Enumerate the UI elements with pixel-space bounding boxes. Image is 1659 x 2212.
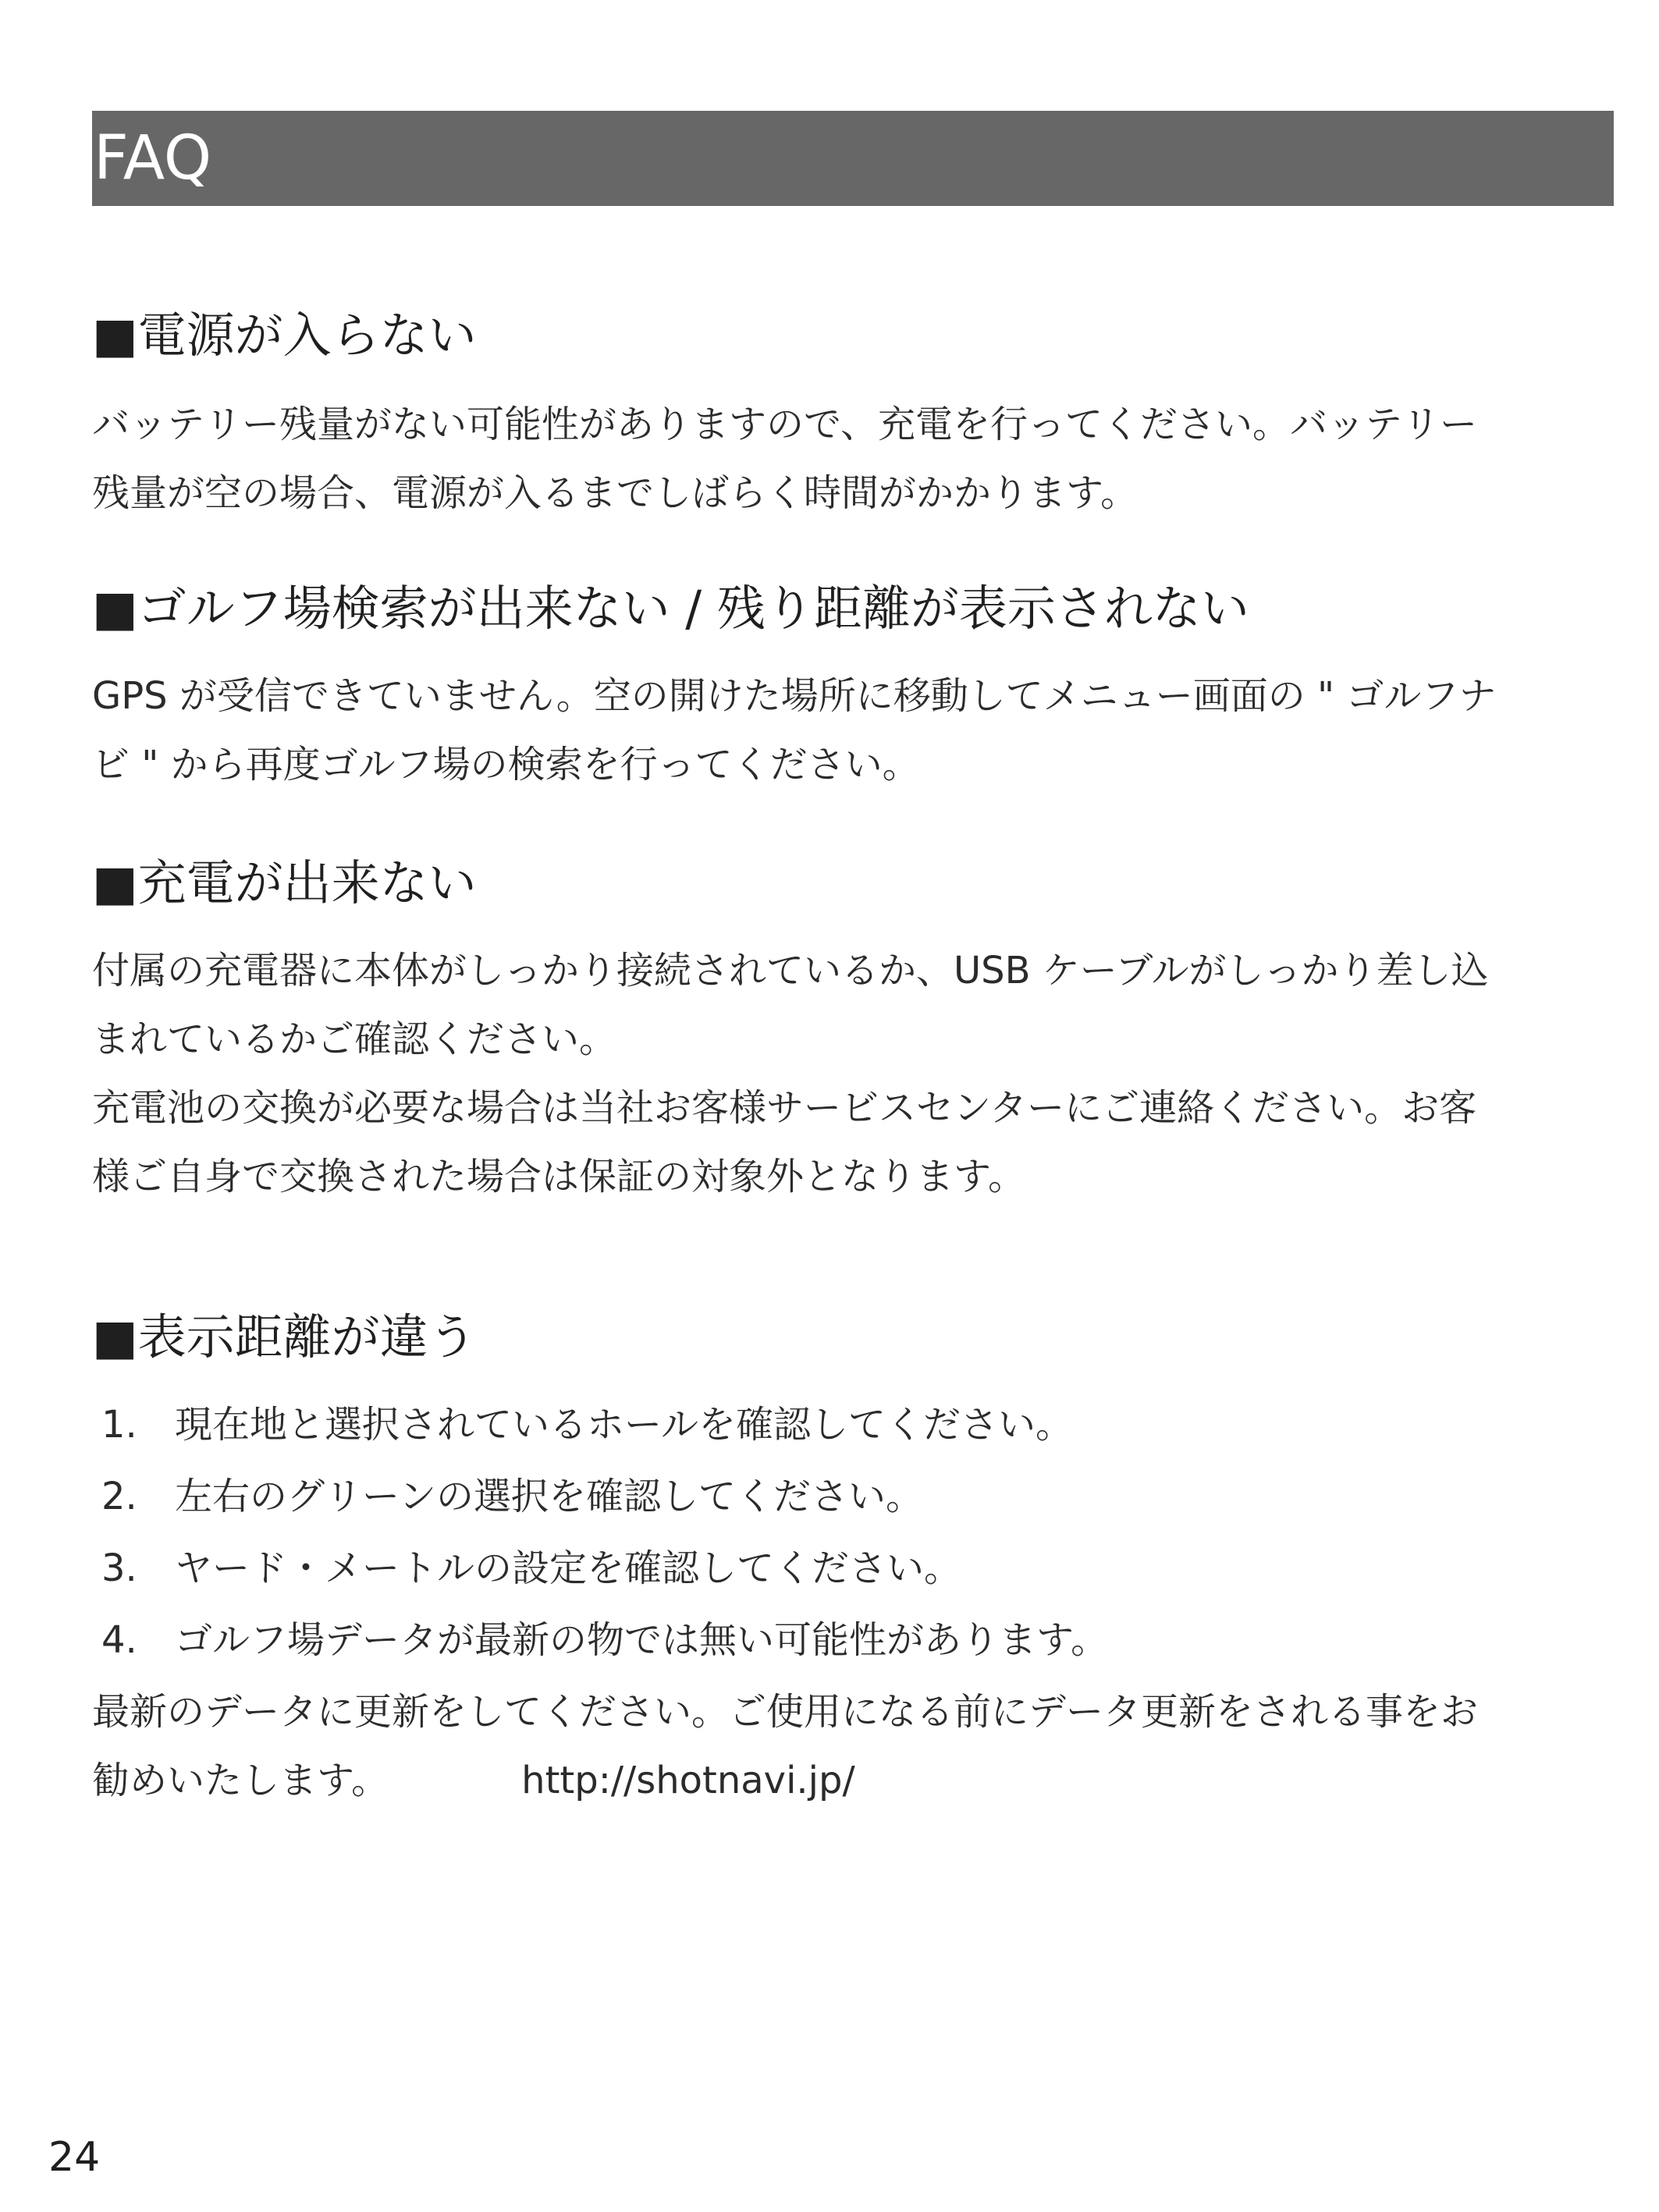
list-item [92, 1606, 1108, 1674]
section-body-golf-search [92, 662, 1622, 799]
header-bar [92, 111, 1614, 206]
section-heading-distance: ■表示距離が違う [92, 1308, 477, 1365]
body-line: GPS が受信できていません。空の開けた場所に移動してメニュー画面の " ゴルフナ [92, 674, 1497, 718]
section-body-charging [92, 936, 1622, 1211]
list-text: 現在地と選択されているホールを確認してください。 [175, 1403, 1074, 1447]
list-item [92, 1390, 1073, 1459]
note-text: 勧めいたします。 [92, 1759, 389, 1802]
section-heading-power: ■電源が入らない [92, 307, 477, 364]
list-item [92, 1534, 961, 1603]
body-line: 充電池の交換が必要な場合は当社お客様サービスセンターにご連絡ください。お客 [92, 1086, 1477, 1130]
website-link[interactable]: http://shotnavi.jp/ [521, 1759, 855, 1802]
list-text: ヤード・メートルの設定を確認してください。 [175, 1546, 962, 1590]
body-line: ビ " から再度ゴルフ場の検索を行ってください。 [92, 743, 920, 786]
list-text: 左右のグリーンの選択を確認してください。 [175, 1475, 924, 1518]
body-line: バッテリー残量がない可能性がありますので、充電を行ってください。バッテリー [92, 403, 1478, 446]
page-number: 24 [48, 2134, 101, 2181]
section-body-power [92, 390, 1622, 527]
body-line: 残量が空の場合、電源が入るまでしばらく時間がかかります。 [92, 471, 1139, 515]
body-line: 様ご自身で交換された場合は保証の対象外となります。 [92, 1155, 1026, 1198]
list-number: 4. [101, 1618, 137, 1662]
body-line: 最新のデータに更新をしてください。ご使用になる前にデータ更新をされる事をお [92, 1690, 1479, 1734]
body-line: 付属の充電器に本体がしっかり接続されているか、USB ケーブルがしっかり差し込 [92, 949, 1489, 992]
section-note-distance [92, 1678, 1622, 1815]
page-title: FAQ [94, 123, 212, 194]
list-text: ゴルフ場データが最新の物では無い可能性があります。 [175, 1618, 1109, 1662]
section-heading-charging: ■充電が出来ない [92, 854, 477, 911]
list-number: 2. [101, 1475, 137, 1518]
list-number: 1. [101, 1403, 137, 1447]
section-heading-golf-search: ■ゴルフ場検索が出来ない / 残り距離が表示されない [92, 580, 1249, 637]
body-line: まれているかご確認ください。 [92, 1017, 617, 1061]
body-line [92, 1746, 1622, 1815]
list-number: 3. [101, 1546, 137, 1590]
list-item [92, 1462, 923, 1531]
